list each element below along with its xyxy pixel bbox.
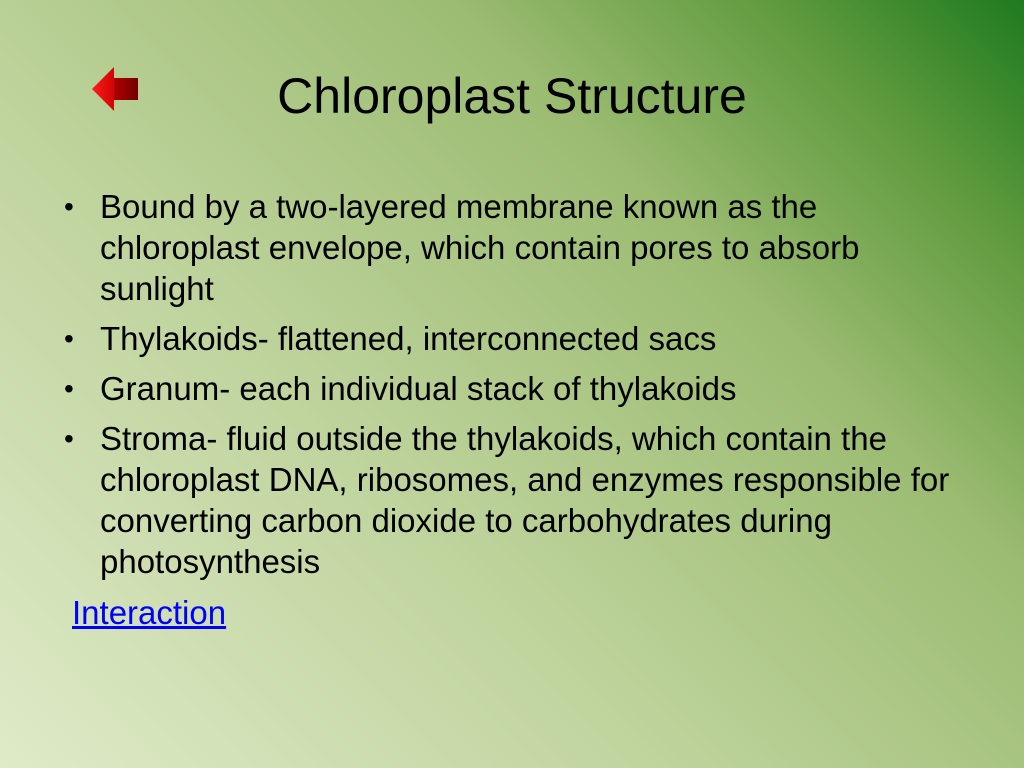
bullet-item [64,368,964,409]
bullet-marker: • [64,191,74,222]
bullet-marker: • [64,323,74,354]
bullet-text: Stroma- fluid outside the thylakoids, which contain the chloroplast DNA, ribosomes, and enzymes responsible for converting carbon dioxide to carbohydrates during photosynthesis [100,420,950,580]
bullet-marker: • [64,423,74,454]
slide-title: Chloroplast Structure [277,68,747,124]
bullet-text: Granum- each individual stack of thylakoids [100,370,737,407]
bullet-marker: • [64,373,74,404]
bullet-list [64,186,964,591]
bullet-item [64,186,964,309]
bullet-item [64,418,964,582]
bullet-text: Thylakoids- flattened, interconnected sacs [100,320,717,357]
bullet-item [64,318,964,359]
interaction-link[interactable]: Interaction [72,594,227,631]
bullet-text: Bound by a two-layered membrane known as the chloroplast envelope, which contain pores to absorb sunlight [100,188,860,307]
